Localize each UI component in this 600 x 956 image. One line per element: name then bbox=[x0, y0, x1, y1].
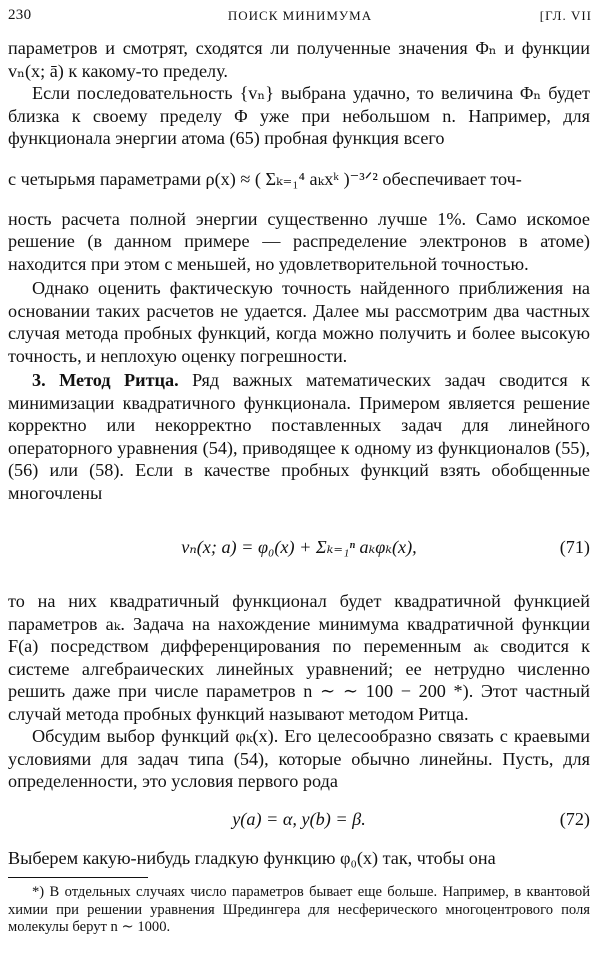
equation-71 bbox=[8, 516, 590, 578]
paragraph-5: то на них квадратичный функционал будет квадратичной функцией параметров aₖ. Задача на нахождение минимума квадратичной функции F(a) посредством дифференцирования по переменным aₖ сводится к системе алгебраических линейных уравнений; ее нетрудно численно решить даже при числе параметров n ∼ ∼ 100 − 200 *). Этот частный случай метода пробных функций называют методом Ритца. bbox=[8, 591, 590, 724]
paragraph-2a: Если последовательность {vₙ} выбрана удачно, то величина Φₙ будет близка к своему пределу Φ уже при небольшом n. Например, для функционала энергии атома (65) пробная функция всего bbox=[8, 83, 590, 148]
paragraph-4 bbox=[8, 369, 590, 504]
footnote bbox=[8, 884, 590, 937]
section-heading: 3. Метод Ритца. bbox=[32, 370, 179, 390]
paragraph-7: Выберем какую-нибудь гладкую функцию φ₀(x) так, чтобы она bbox=[8, 847, 496, 868]
footnote-rule bbox=[8, 877, 148, 878]
equation-72-number: (72) bbox=[559, 808, 590, 829]
paragraph-4-text: Ряд важных математических задач сводится к минимизации квадратичного функционала. Примером является решение корректно или некорректно поставленных задач для линейного операторного уравнения (54), приводящее к одному из функционалов (55), (56) или (58). Если в качестве пробных функций взять обобщенные многочлены bbox=[8, 370, 591, 503]
paragraph-3: Однако оценить фактическую точность найденного приближения на основании таких расчетов не удается. Далее мы рассмотрим два частных случая метода пробных функций, когда можно получить и более высокую точность, и неплохую оценку погрешности. bbox=[8, 278, 590, 366]
footnote-text: *) В отдельных случаях число параметров бывает еще больше. Например, в квантовой химии при решении уравнения Шредингера для несферического многоцентрового поля молекулы берут n ∼ 1000. bbox=[8, 884, 590, 935]
main-text bbox=[8, 37, 590, 869]
equation-71-body: vₙ(x; a) = φ₀(x) + Σₖ₌₁ⁿ aₖφₖ(x), bbox=[181, 537, 417, 557]
page-number: 230 bbox=[8, 7, 32, 23]
equation-71-number: (71) bbox=[559, 537, 590, 557]
paragraph-1: параметров и смотрят, сходятся ли полученные значения Φₙ и функции vₙ(x; ā) к какому-то пределу. bbox=[8, 38, 590, 81]
paragraph-6: Обсудим выбор функций φₖ(x). Его целесообразно связать с краевыми условиями для задач типа (54), которые обычно линейны. Пусть, для определенности, это условия первого рода bbox=[8, 726, 590, 791]
running-title: ПОИСК МИНИМУМА bbox=[227, 8, 373, 23]
paragraph-2c: ность расчета полной энергии существенно лучше 1%. Само искомое решение (в данном примере — распределение электронов в атоме) находится при этом с меньшей, но удовлетворительной точностью. bbox=[8, 208, 590, 274]
paragraph-2b-inline-formula: с четырьмя параметрами ρ(x) ≈ ( Σₖ₌₁⁴ aₖxᵏ )⁻³ᐟ² обеспечивает точ- bbox=[8, 168, 522, 189]
equation-72-body: y(a) = α, y(b) = β. bbox=[232, 808, 366, 829]
running-header bbox=[8, 7, 592, 27]
chapter-label: [ГЛ. VII bbox=[539, 8, 592, 23]
equation-72 bbox=[8, 799, 590, 839]
